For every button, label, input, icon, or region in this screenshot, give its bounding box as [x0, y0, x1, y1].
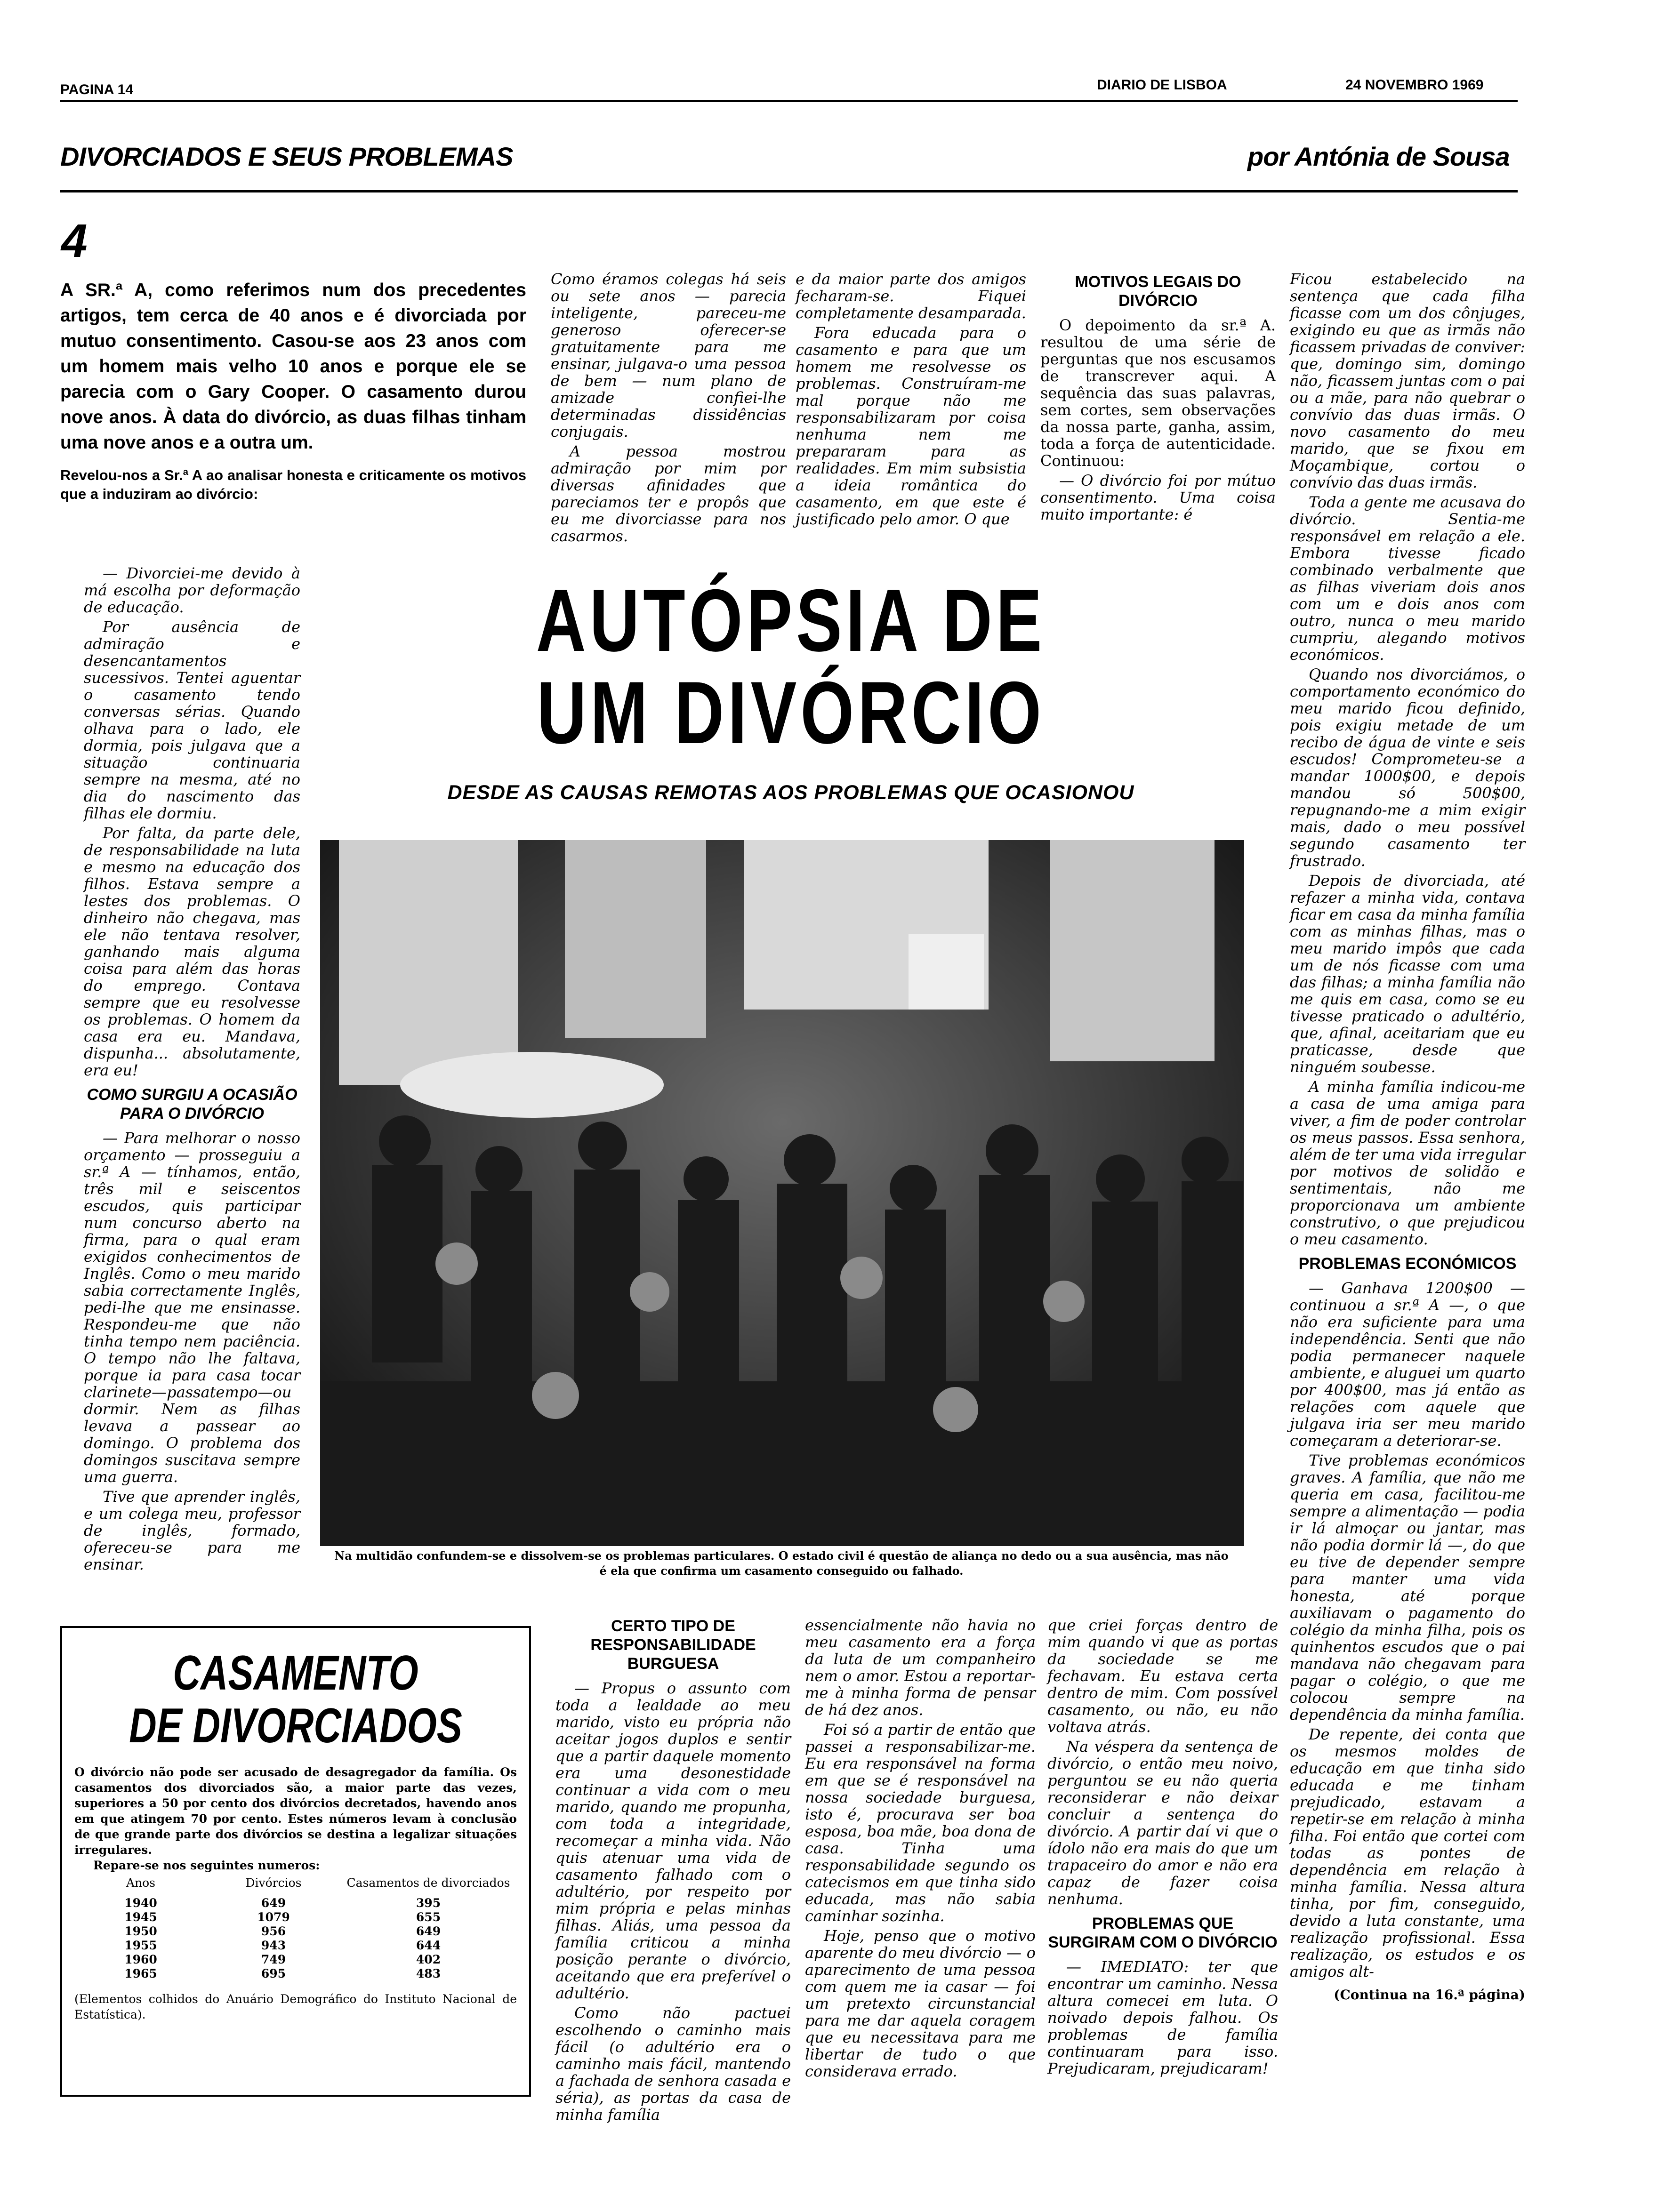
stats-table	[74, 1876, 517, 1981]
table-row: 1950 956 649	[124, 1924, 441, 1938]
paragraph: De repente, dei conta que os mesmos moldes de educação em que tinha sido educada e me tinham prejudicado, estavam a repetir-se em relação à minha filha. Foi então que cortei com todas as pontes de dependência em relação à minha família. Nessa altura tinha, por fim, conseguido, devido a luta constante, uma realização profissional. Essa realização, os estudos e os amigos alt-	[1290, 1725, 1525, 1980]
series-title: DIVORCIADOS E SEUS PROBLEMAS	[60, 142, 513, 171]
paragraph: Toda a gente me acusava do divórcio. Sentia-me responsável em relação a ele. Embora tivesse ficado combinado verbalmente que as filhas viveriam dois anos com um e dois anos com outro, nunca o meu marido cumpriu, alegando motivos económicos.	[1290, 493, 1525, 664]
paragraph: Quando nos divorciámos, o comportamento económico do meu marido ficou definido, pois exigiu metade de um recibo de água de vinte e seis escudos! Comprometeu-se a mandar 1000$00, e depois mandou só 500$00, repugnando-me a mim exigir mais, dado o meu possível segundo casamento ter frustrado.	[1290, 665, 1525, 870]
crowd-photo-image	[320, 840, 1244, 1546]
photo-caption: Na multidão confundem-se e dissolvem-se os problemas particulares. O estado civil é questão de aliança no dedo ou a sua ausência, mas não é ela que confirma um casamento conseguido ou falhado.	[334, 1549, 1229, 1578]
paragraph: Por ausência de admiração e desencantamentos sucessivos. Tentei aguentar o casamento tendo conversas sérias. Quando olhava para o lado, ele dormia, pois julgava que a situação continuaria sempre na mesma, até no dia do nascimento das filhas ele dormiu.	[84, 618, 300, 822]
box-note: Repare-se nos seguintes numeros:	[93, 1859, 320, 1872]
header-rule	[60, 100, 1518, 102]
paragraph: Hoje, penso que o motivo aparente do meu divórcio — o aparecimento de uma pessoa com quem me ia casar — foi um pretexto circunstancial para me dar aquela coragem que eu necessitava para me libertar de tudo o que considerava errado.	[805, 1927, 1036, 2080]
headline	[320, 571, 1262, 762]
paragraph: Foi só a partir de então que passei a responsabilizar-me. Eu era responsável na forma em que se é responsável na nossa sociedade burguesa, isto é, procurava ser boa esposa, boa mãe, boa dona de casa. Tinha uma responsabilidade segundo os catecismos em que tinha sido educada, mas não sabia caminhar sozinha.	[805, 1721, 1036, 1925]
paragraph: Tive que aprender inglês, e um colega meu, professor de inglês, formado, ofereceu-se para me ensinar.	[84, 1488, 300, 1573]
column-2	[551, 271, 786, 547]
paragraph: Fora educada para o casamento e para que um homem me resolvesse os problemas. Construíram-me mal porque não me responsabilizaram por coisa nenhuma nem me prepararam para as realidades. Em mim subsistia a ideia romântica do casamento, em que este é justificado pelo amor. O que	[796, 324, 1026, 528]
subhead-problemas-que-surgiram: PROBLEMAS QUE SURGIRAM COM O DIVÓRCIO	[1048, 1915, 1278, 1951]
paragraph: — Propus o assunto com toda a lealdade ao meu marido, visto eu própria não aceitar jogos duplos e sentir que a partir daquele momento era uma desonestidade continuar a vida com o meu marido, quando me propunha, com toda a integridade, recomeçar a minha vida. Não quis atenuar uma vida de casamento falhado com o adultério, por respeito por mim própria e pelas minhas filhas. Aliás, uma pessoa da família criticou a minha posição perante o divórcio, aceitando que era preferível o adultério.	[555, 1679, 791, 2002]
bottom-column-3	[1047, 1617, 1278, 2080]
paragraph: O depoimento da sr.ª A. resultou de uma série de perguntas que nos escusamos de transcrever aqui. A sequência das suas palavras, sem cortes, sem observações da nossa parte, ganha, assim, toda a força de autenticidade. Continuou:	[1040, 316, 1276, 470]
crowd-photo	[320, 840, 1244, 1546]
issue-date: 24 NOVEMBRO 1969	[1345, 77, 1484, 93]
table-row: 1965 695 483	[124, 1967, 441, 1980]
subhead-motivos-legais: MOTIVOS LEGAIS DO DIVÓRCIO	[1075, 273, 1241, 310]
paragraph: Na véspera da sentença de divórcio, o então meu noivo, perguntou se eu não queria reconsiderar e não deixar concluir a sentença do divórcio. A partir daí vi que o ídolo não era mais do que um trapaceiro do amor e não era capaz de fazer coisa nenhuma.	[1047, 1738, 1278, 1908]
paragraph: essencialmente não havia no meu casamento era a força da luta de um companheiro nem o amor. Estou a reportar-me à minha forma de pensar de há dez anos.	[805, 1616, 1036, 1719]
bottom-column-1	[555, 1617, 791, 2126]
box-title-2: DE DIVORCIADOS	[129, 1699, 462, 1753]
paragraph: e da maior parte dos amigos fecharam-se. Fiquei completamente desamparada.	[796, 270, 1026, 322]
subhead-como-surgiu: COMO SURGIU A OCASIÃO PARA O DIVÓRCIO	[87, 1086, 298, 1122]
paragraph: A minha família indicou-me a casa de uma amiga para viver, a fim de poder controlar os meus passos. Essa senhora, além de ter uma vida irregular por motivos de solidão e sentimentais, não me proporcionava um ambiente construtivo, o que prejudicou o meu casamento.	[1290, 1078, 1525, 1248]
headline-deck: DESDE AS CAUSAS REMOTAS AOS PROBLEMAS QUE OCASIONOU	[447, 781, 1134, 804]
kicker-rule	[60, 190, 1518, 192]
paragraph: Por falta, da parte dele, de responsabilidade na luta e mesmo na educação dos filhos. Estava sempre a lestes dos problemas. O dinheiro não chegava, mas ele não tentava resolver, ganhando mais alguma coisa para além das horas do emprego. Contava sempre que eu resolvesse os problemas. O homem da casa era eu. Mandava, dispunha... absolutamente, era eu!	[84, 824, 300, 1079]
headline-line-1: AUTÓPSIA DE	[536, 571, 1046, 670]
intro-paragraph: Revelou-nos a Sr.ª A ao analisar honesta e criticamente os motivos que a induziram ao divórcio:	[60, 467, 526, 502]
column-header: Casamentos de divorciados	[346, 1876, 510, 1890]
table-row: 1960 749 402	[124, 1953, 441, 1966]
column-4	[1040, 271, 1276, 526]
column-1	[84, 565, 300, 1576]
series-number: 4	[61, 215, 88, 267]
paragraph: que criei forças dentro de mim quando vi que as portas da sociedade se me fechavam. Eu estava certa dentro de mim. Com possível casamento, ou não, eu não voltava atrás.	[1047, 1616, 1278, 1736]
headline-line-2: UM DIVÓRCIO	[537, 663, 1045, 762]
subhead-certo-tipo: CERTO TIPO DE RESPONSABILIDADE BURGUESA	[590, 1617, 756, 1673]
page-number: PAGINA 14	[60, 82, 134, 97]
column-5	[1290, 271, 1525, 2004]
paragraph: — O divórcio foi por mútuo consentimento. Uma coisa muito importante: é	[1040, 472, 1276, 523]
paragraph: — Para melhorar o nosso orçamento — prosseguiu a sr.ª A — tínhamos, então, três mil e seiscentos escudos, quis participar num concurso aberto na firma, para o qual eram exigidos conhecimentos de Inglês. Como o meu marido sabia correctamente Inglês, pedi-lhe que me ensinasse. Respondeu-me que não tinha tempo nem paciência. O tempo não lhe faltava, porque ia para casa tocar clarinete—passatempo—ou dormir. Nem as filhas levava a passear ao domingo. O problema dos domingos suscitava sempre uma guerra.	[84, 1129, 300, 1486]
box-title-1: CASAMENTO	[173, 1646, 418, 1700]
subhead-problemas-economicos: PROBLEMAS ECONÓMICOS	[1298, 1255, 1517, 1273]
lead-paragraph: A SR.ª A, como referimos num dos precedentes artigos, tem cerca de 40 anos e é divorciada por mutuo consentimento. Casou-se aos 23 anos com um homem mais velho 10 anos e porque ele se parecia com o Gary Cooper. O casamento durou nove anos. À data do divórcio, as duas filhas tinham uma nove anos e a outra um.	[60, 280, 526, 453]
continued-note: (Continua na 16.ª página)	[1334, 1987, 1525, 2003]
table-row: 1945 1079 655	[124, 1910, 441, 1924]
bottom-column-2	[805, 1617, 1036, 2083]
byline: por Antónia de Sousa	[1247, 142, 1510, 171]
table-header-row	[74, 1876, 517, 1890]
column-header: Anos	[126, 1876, 156, 1890]
column-header: Divórcios	[245, 1876, 302, 1890]
paragraph: — IMEDIATO: ter que encontrar um caminho. Nessa altura comecei em luta. O noivado depois falhou. Os problemas de família continuaram para isso. Prejudicaram, prejudicaram!	[1047, 1958, 1278, 2077]
newspaper-name: DIARIO DE LISBOA	[1097, 77, 1227, 93]
paragraph: Depois de divorciada, até refazer a minha vida, contava ficar em casa da minha família com as minhas filhas, mas o meu marido impôs que cada um de nós ficasse com uma das filhas; a minha família não me quis em casa, como se eu tivesse praticado o adultério, que, afinal, aceitariam que eu praticasse, desde que ninguém soubesse.	[1290, 872, 1525, 1076]
paragraph: A pessoa mostrou admiração por mim por diversas afinidades que pareciamos ter e propôs que eu me divorciasse para nos casarmos.	[551, 442, 786, 545]
sidebar-box	[60, 1626, 531, 2097]
paragraph: Como éramos colegas há seis ou sete anos — parecia inteligente, pareceu-me generoso oferecer-se gratuitamente para me ensinar, julgava-o uma pessoa de bem — num plano de amizade confiei-lhe determinadas dissidências conjugais.	[551, 270, 786, 441]
box-text: O divórcio não pode ser acusado de desagregador da família. Os casamentos dos divorciados são, a maior parte das vezes, superiores a 50 por cento dos divórcios decretados, havendo anos em que atingem 70 por cento. Estes números levam à conclusão de que grande parte dos divórcios se destina a legalizar situações irregulares.	[74, 1765, 517, 1857]
paragraph: Como não pactuei escolhendo o caminho mais fácil (o adultério era o caminho mais fácil, mantendo a fachada de senhora casada e séria), as portas da casa de minha família	[555, 2004, 791, 2124]
table-row: 1955 943 644	[124, 1939, 441, 1952]
column-3	[796, 271, 1026, 530]
table-row: 1940 649 395	[124, 1896, 441, 1910]
paragraph: — Divorciei-me devido à má escolha por deformação de educação.	[84, 564, 300, 616]
paragraph: Tive problemas económicos graves. A família, que não me queria em casa, facilitou-me sempre a alimentação — podia ir lá almoçar ou jantar, mas não podia dormir lá —, do que eu tive de depender sempre para manter uma vida honesta, até porque auxiliavam o pagamento do colégio da minha filha, pois os quinhentos escudos que o pai mandava não chegavam para pagar o colégio, o que me colocou sempre na dependência da minha família.	[1290, 1451, 1525, 1723]
box-source: (Elementos colhidos do Anuário Demográfico do Instituto Nacional de Estatística).	[74, 1992, 517, 2021]
paragraph: Ficou estabelecido na sentença que cada filha ficasse com um dos cônjuges, exigindo eu que as irmãs não ficassem privadas de conviver: que, domingo sim, domingo não, ficassem juntas com o pai ou a mãe, para não quebrar o convívio das duas irmãs. O novo casamento do meu marido, que se fixou em Moçambique, cortou o convívio das duas irmãs.	[1290, 270, 1525, 491]
paragraph: — Ganhava 1200$00 — continuou a sr.ª A —, o que não era suficiente para uma independência. Senti que não podia permanecer naquele ambiente, e aluguei um quarto por 400$00, mas já então as relações com aquele que julgava iria ser meu marido começaram a deteriorar-se.	[1290, 1279, 1526, 1450]
